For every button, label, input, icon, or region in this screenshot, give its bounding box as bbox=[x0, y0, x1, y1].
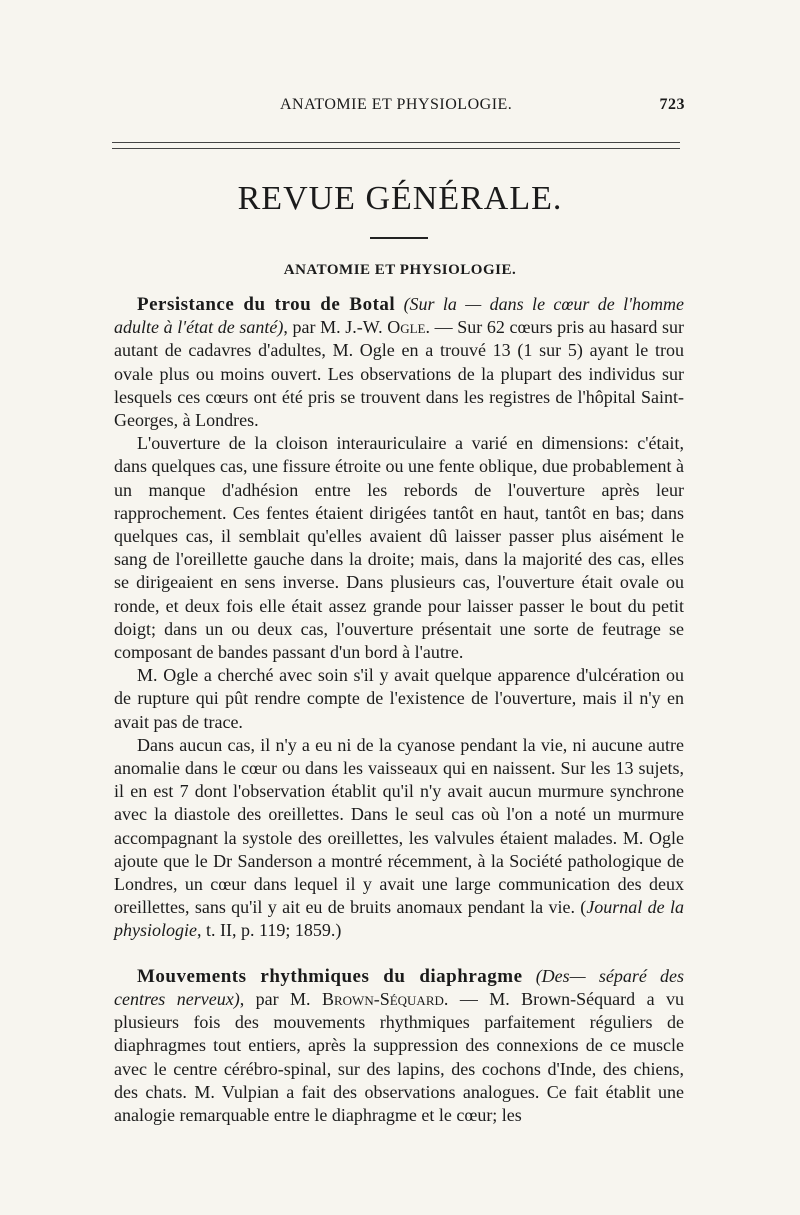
article-body bbox=[114, 293, 684, 1127]
article2-author: Brown-Séquard bbox=[321, 988, 444, 1009]
article1-author: J.-W. Ogle bbox=[345, 317, 426, 338]
title-divider bbox=[370, 237, 428, 239]
header-rule bbox=[112, 142, 680, 149]
article2-subtitle: (Des— séparé des centres nerveux) bbox=[114, 965, 685, 1009]
page-title: REVUE GÉNÉRALE. bbox=[237, 180, 563, 217]
article2-paragraph bbox=[114, 965, 684, 1127]
article2-text: . — M. Brown-Séquard a vu plusieurs fois des mouvements rhythmiques parfaitement réguliers de diaphragmes tout entiers, après la suppression des connexions de ce muscle avec le centre cérébro-spinal, sur des lapins, des cochons d'Inde, des chiens, des chats. M. Vulpian a fait des observations analogues. Ce fait établit une analogie remarquable entre le diaphragme et le cœur; les bbox=[114, 988, 684, 1125]
article1-by: , par M. bbox=[283, 317, 341, 338]
article1-paragraph-2: L'ouverture de la cloison interauriculaire a varié en dimensions: c'était, dans quelques cas, une fissure étroite ou une fente oblique, due probablement à un manque d'adhésion entre les rebords de l'ouverture après leur rapprochement. Ces fentes étaient dirigées tantôt en haut, tantôt en bas; dans quelques cas, il semblait qu'elles avaient dû laisser passer plus aisément le sang de l'oreillette gauche dans la droite; mais, dans la majorité des cas, elles se dirigeaient en sens inverse. Dans plusieurs cas, l'ouverture était ovale ou ronde, et deux fois elle était assez grande pour laisser passer le bout du petit doigt; dans un ou deux cas, l'ouverture présentait une sorte de feutrage se composant de bandes passant d'un bord à l'autre. bbox=[114, 433, 684, 663]
article1-title: Persistance du trou de Botal bbox=[137, 294, 396, 315]
article2-title: Mouvements rhythmiques du diaphragme bbox=[137, 965, 523, 987]
article1-paragraph-4 bbox=[114, 734, 684, 943]
page-number: 723 bbox=[659, 96, 685, 113]
article-separator bbox=[114, 943, 684, 965]
article1-paragraph-3: M. Ogle a cherché avec soin s'il y avait quelque apparence d'ulcération ou de rupture qui pût rendre compte de l'existence de l'ouverture, mais il n'y en avait pas de trace. bbox=[114, 665, 684, 732]
section-heading: ANATOMIE ET PHYSIOLOGIE. bbox=[283, 262, 517, 278]
article1-lead-text: . — Sur 62 cœurs pris au hasard sur autant de cadavres d'adultes, M. Ogle en a trouvé 13 (1 sur 5) ayant le trou ovale plus ou moins ouvert. Les observations de la plupart des individus sur lesquels ces cœurs ont été pris se trouvent dans les registres de l'hôpital Saint-Georges, à Londres. bbox=[114, 317, 685, 431]
article1-paragraph-4-text: Dans aucun cas, il n'y a eu ni de la cyanose pendant la vie, ni aucune autre anomalie dans le cœur ou dans les vaisseaux qui en naissent. Sur les 13 sujets, il en est 7 dont l'observation établit qu'il n'y avait aucun murmure synchrone avec la diastole des oreillettes. Dans le seul cas où l'on a noté un murmure accompagnant la systole des oreillettes, les valvules étaient malades. M. Ogle ajoute que le Dr Sanderson a montré récemment, à la Société pathologique de Londres, un cœur dans lequel il y avait une large communication des deux oreillettes, sans qu'il y ait eu de bruits anomaux pendant la vie. ( bbox=[114, 734, 684, 918]
article1-subtitle: (Sur la — dans le cœur de l'homme adulte à l'état de santé) bbox=[114, 294, 684, 338]
running-header bbox=[110, 96, 685, 122]
article1-lead-paragraph bbox=[114, 293, 684, 432]
journal-citation: Journal de la physiologie bbox=[114, 897, 684, 941]
running-title: ANATOMIE ET PHYSIOLOGIE. bbox=[280, 96, 513, 113]
article2-by: , par M. bbox=[239, 988, 311, 1009]
journal-reference: , t. II, p. 119; 1859.) bbox=[197, 920, 342, 941]
